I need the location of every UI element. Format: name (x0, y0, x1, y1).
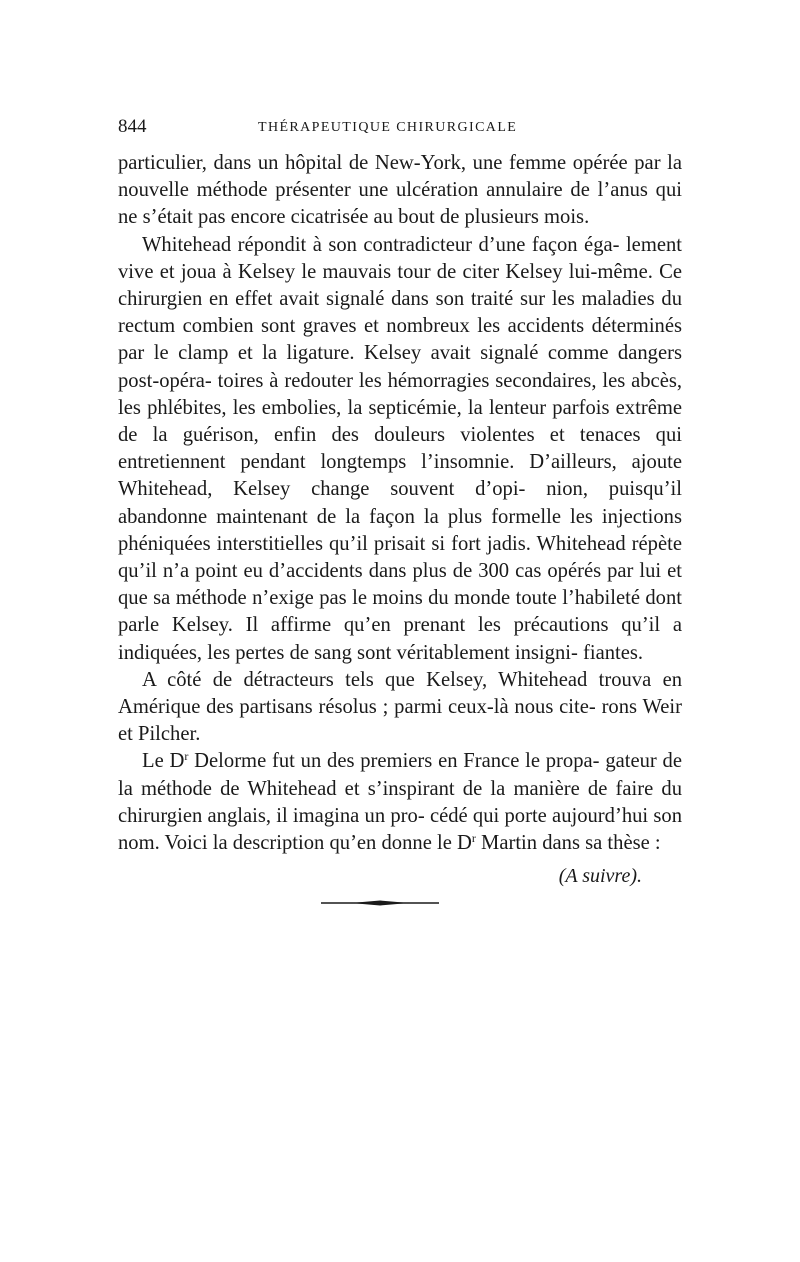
page-header (118, 112, 682, 142)
text-line: en Amérique des partisans résolus ; parmi ceux-là nous cite- (118, 668, 683, 719)
text-line: toires à redouter les hémorragies secondaires, les abcès, les (118, 369, 682, 419)
text-line: annulaire de l’anus qui ne s’était pas encore cicatrisée au (118, 179, 682, 229)
text-line: et nombreux les accidents déterminés par le clamp et la (118, 315, 682, 365)
text-line: ligature. Kelsey avait signalé comme dangers post-opéra- (118, 342, 682, 392)
text-line: tenaces qui entretiennent pendant longtemps l’insomnie. (118, 424, 683, 474)
text-line: opérée par la nouvelle méthode présenter une ulcération (118, 152, 683, 202)
text-line: A côté de détracteurs tels que Kelsey, Whitehead trouva (142, 668, 652, 691)
text-line: si fort jadis. Whitehead répète qu’il n’a point eu d’accidents (118, 532, 682, 583)
text-line: gateur de la méthode de Whitehead et s’inspirant de la (118, 750, 682, 800)
text-fragment: qu’en donne le D (329, 832, 472, 855)
text-line: son traité sur les maladies du rectum combien sont graves (118, 288, 682, 338)
paragraph-2 (118, 232, 682, 667)
text-fragment: Martin dans sa thèse : (475, 832, 661, 855)
text-line: D’ailleurs, ajoute Whitehead, Kelsey change souvent d’opi- (118, 451, 682, 501)
text-line: rons Weir et Pilcher. (118, 696, 682, 746)
text-line: Kelsey lui-même. Ce chirurgien en effet avait signalé dans (118, 260, 682, 311)
text-fragment: Delorme fut un des premiers en France le propa- (188, 750, 600, 773)
text-line: lement vive et joua à Kelsey le mauvais tour de citer (118, 233, 682, 283)
text-line: formelle les injections phéniquées interstitielles qu’il prisait (118, 505, 682, 555)
text-line: particulier, dans un hôpital de New-York, une femme (118, 152, 567, 174)
text-line: n’exige pas le moins du monde toute l’habileté dont parle (118, 587, 682, 637)
paragraph-4 (118, 748, 682, 857)
to-be-continued (118, 863, 682, 889)
running-head: THÉRAPEUTIQUE CHIRURGICALE (258, 120, 518, 135)
rule-icon (321, 899, 439, 907)
paragraph-1 (118, 150, 682, 232)
text-line: dans plus de 300 cas opérés par lui et que sa méthode (118, 560, 682, 610)
page-number: 844 (118, 116, 147, 137)
text-line: Whitehead répondit à son contradicteur d’une façon éga- (142, 233, 620, 256)
text-line: Kelsey. Il affirme qu’en prenant les précautions qu’il a (171, 614, 682, 637)
text-line: fiantes. (582, 641, 644, 664)
text-line: bout de plusieurs mois. (398, 206, 590, 229)
superscript: r (471, 831, 476, 846)
body-text (118, 150, 682, 857)
to-follow-label: (A suivre). (558, 865, 642, 888)
superscript: r (184, 749, 189, 764)
text-line: indiquées, les pertes de sang sont véritablement insigni- (118, 641, 578, 664)
text-line: cédé qui porte aujourd’hui son nom. Voici la description (118, 804, 682, 855)
text-line: manière de faire du chirurgien anglais, il imagina un pro- (118, 777, 682, 827)
text-fragment: Le D (142, 750, 185, 773)
book-page (118, 112, 682, 907)
text-line: phlébites, les embolies, la septicémie, la lenteur parfois (147, 396, 610, 419)
text-line: nion, puisqu’il abandonne maintenant de la façon la plus (118, 478, 682, 528)
paragraph-3 (118, 667, 682, 749)
text-line: extrême de la guérison, enfin des douleurs violentes et (118, 396, 682, 447)
ornamental-rule (321, 899, 439, 907)
